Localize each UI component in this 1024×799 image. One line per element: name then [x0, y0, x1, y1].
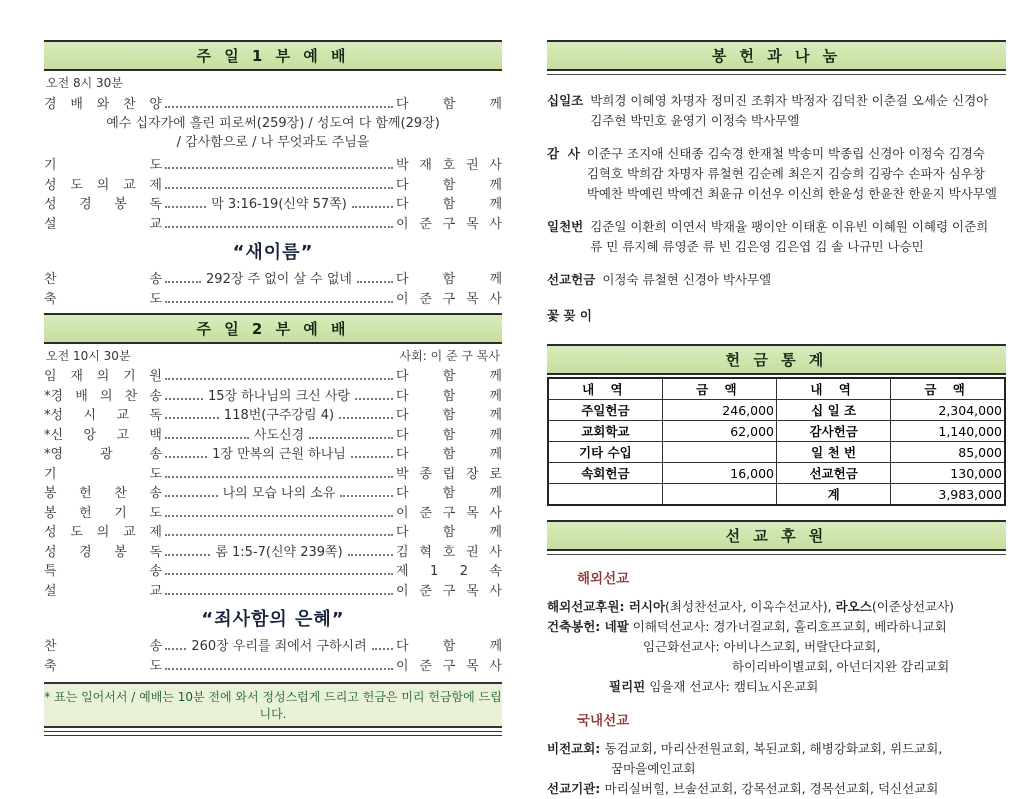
mission-line: 꿈마을예인교회 [611, 761, 696, 776]
dot-leader [165, 476, 393, 478]
item-label: 성 경 봉 독 [44, 544, 162, 560]
mission-label: 건축봉헌: [547, 619, 605, 634]
dot-leader [165, 573, 393, 575]
dot-leader [165, 301, 393, 303]
item-label: 임 재 의 기 원 [44, 369, 162, 384]
item-label: 성 도 의 교 제 [44, 177, 162, 193]
dot-leader [372, 648, 393, 650]
offering-item-label: 선교헌금 [547, 272, 596, 287]
item-performer: 이 준 구 목 사 [396, 291, 502, 307]
stats-row [548, 400, 1005, 421]
offering-item-mission [547, 270, 1006, 290]
offering-item-tithe [547, 91, 1006, 131]
service1-time-row [44, 71, 502, 92]
service-item-row [44, 521, 502, 541]
service2-header-bar [44, 313, 502, 344]
mission-detail: (이준상선교사) [871, 599, 955, 614]
dot-leader [165, 378, 393, 380]
mission-support-section [547, 520, 1006, 799]
hymn-note [44, 112, 502, 154]
item-detail: 260장 우리를 죄에서 구하시려 [191, 639, 367, 654]
item-detail: 롬 1:5-7(신약 239쪽) [215, 544, 343, 560]
service-item-row [44, 462, 502, 482]
item-performer: 제 1 2 속 [396, 564, 502, 579]
offering-item-label: 꽃 꽂 이 [547, 308, 592, 323]
service-item-row [44, 212, 502, 232]
item-detail: 292장 주 없이 살 수 없네 [206, 272, 352, 287]
dot-leader [165, 515, 393, 517]
item-label: 축 도 [44, 658, 162, 674]
offering-item-flowers [547, 306, 1006, 326]
service-item-row [44, 560, 502, 580]
mission-header-bar [547, 520, 1006, 551]
offering-title: 봉 헌 과 나 눔 [711, 47, 842, 65]
service-item-row [44, 173, 502, 193]
mission-line [547, 597, 1006, 617]
name-line: 김혁호 박희감 차명자 류철현 김순례 최은지 김승희 김광수 손파자 심우창 [586, 166, 985, 181]
service2-time-row [44, 344, 502, 365]
item-label: 설 교 [44, 583, 162, 599]
name-line: 김준일 이환희 이연서 박재율 팽이안 이태훈 이유빈 이혜원 이혜령 이준희 [590, 219, 989, 234]
mission-line [547, 739, 1006, 759]
overseas-mission-heading: 해외선교 [577, 571, 630, 587]
service2-title: 주 일 2 부 예 배 [196, 319, 350, 338]
mission-detail: (최성찬선교사, 이옥수선교사), [665, 599, 836, 614]
worship-order-column [44, 40, 502, 736]
dot-leader [348, 554, 393, 556]
item-performer: 이 준 구 목 사 [396, 216, 502, 232]
item-performer: 다 함 께 [396, 388, 502, 404]
item-detail: 118번(구주강림 4) [223, 408, 335, 423]
stats-amount: 16,000 [662, 463, 776, 484]
country-name: 러시아 [628, 599, 666, 614]
service-item-row [44, 193, 502, 213]
sermon-title-service2: “죄사함의 은혜” [201, 608, 345, 630]
mission-label: 비전교회: [547, 741, 605, 756]
mission-detail: 마리실버힐, 브솔선교회, 강목선교회, 경목선교회, 덕신선교회 [604, 781, 939, 796]
offering-header-rule [547, 74, 1006, 75]
service1-header-bar [44, 40, 502, 71]
stats-row [548, 421, 1005, 442]
mission-line [547, 677, 1006, 697]
item-performer: 다 함 께 [396, 197, 503, 212]
dot-leader [165, 668, 393, 670]
sermon-title-service1: “새이름” [232, 241, 314, 263]
item-performer: 다 함 께 [396, 525, 502, 540]
name-line: 이준구 조지애 신태종 김숙경 한재철 박송미 박종립 신경아 이정숙 김경숙 [586, 146, 985, 161]
stats-row [548, 442, 1005, 463]
mission-header-rule [547, 554, 1006, 555]
item-label: 봉 헌 찬 송 [44, 486, 162, 501]
item-label: 찬 송 [44, 272, 162, 287]
service-item-row [44, 365, 502, 385]
mission-detail: 임을재 선교사: 캠티뇨시온교회 [645, 679, 819, 694]
dot-leader [352, 206, 393, 208]
offering-name-list [602, 270, 1006, 290]
offering-item-label: 감 사 [547, 146, 580, 161]
service-item-row [44, 154, 502, 174]
stats-item: 선교헌금 [777, 463, 891, 484]
item-performer: 다 함 께 [396, 639, 503, 654]
service-item-row [44, 287, 502, 307]
mission-line: 임근화선교사: 아비나스교회, 버랄단다교회, [643, 639, 881, 654]
dot-leader [165, 167, 393, 169]
mission-title: 선 교 후 원 [725, 527, 828, 545]
stats-item: 속회헌금 [548, 463, 662, 484]
item-label: *신 앙 고 백 [44, 427, 162, 443]
service-item-row [44, 635, 502, 655]
item-performer: 다 함 께 [396, 272, 503, 287]
offering-name-list [587, 144, 1006, 204]
service-item-row [44, 501, 502, 521]
service-item-row [44, 443, 502, 463]
dot-leader [165, 106, 393, 108]
stats-item: 교회학교 [548, 421, 662, 442]
name-line: 박희경 이혜영 차명자 정미진 조휘자 박정자 김덕찬 이춘걸 오세순 신경아 [590, 93, 989, 108]
service-item-row [44, 268, 502, 288]
offering-header-bar [547, 40, 1006, 71]
item-performer: 다 함 께 [396, 447, 503, 462]
item-performer: 다 함 께 [396, 369, 502, 384]
dot-leader [309, 437, 393, 439]
item-label: 특 송 [44, 564, 162, 579]
stats-total-row [548, 484, 1005, 506]
stats-amount: 130,000 [891, 463, 1005, 484]
offering-name-list [590, 91, 1006, 131]
dot-leader [165, 554, 210, 556]
dot-leader [165, 648, 186, 650]
dot-leader [165, 226, 393, 228]
stats-amount: 246,000 [662, 400, 776, 421]
item-label: 봉 헌 기 도 [44, 505, 162, 521]
item-performer: 이 준 구 목 사 [396, 658, 502, 674]
item-performer: 다 함 께 [396, 408, 502, 423]
dot-leader [351, 456, 393, 458]
mission-line [547, 779, 1006, 799]
mission-line [547, 617, 1006, 637]
stats-col-header: 내 역 [548, 378, 662, 400]
stats-amount: 85,000 [891, 442, 1005, 463]
stats-item: 주일헌금 [548, 400, 662, 421]
item-performer: 이 준 구 목 사 [396, 505, 502, 521]
item-label: 설 교 [44, 216, 162, 232]
stats-header-row [548, 378, 1005, 400]
name-line: 이정숙 류철현 신경아 박사무엘 [602, 272, 772, 287]
item-label: 기 도 [44, 158, 162, 173]
service2-time: 오전 10시 30분 [46, 348, 131, 363]
item-label: 성 도 의 교 제 [44, 525, 162, 540]
item-performer: 다 함 께 [396, 486, 502, 501]
item-label: 경 배 와 찬 양 [44, 96, 162, 112]
service-item-row [44, 92, 502, 112]
stats-item: 십 일 조 [777, 400, 891, 421]
mission-line: 하이리바이별교회, 아넌더지완 감리교회 [732, 659, 950, 674]
item-detail: 1장 만복의 근원 하나님 [212, 447, 346, 462]
dot-leader [165, 281, 201, 283]
hymn-note-line1: 예수 십자가에 흘린 피로써(259장) / 성도여 다 함께(29장) [106, 115, 440, 131]
service-item-row [44, 482, 502, 502]
stats-item [548, 484, 662, 506]
dot-leader [165, 593, 393, 595]
service-item-row [44, 579, 502, 599]
dot-leader [340, 495, 393, 497]
offering-item-label: 십일조 [547, 93, 584, 108]
item-label: 축 도 [44, 291, 162, 307]
service2-moderator: 사회: 이 준 구 목사 [399, 348, 500, 363]
dot-leader [355, 398, 393, 400]
hymn-note-line2: / 감사함으로 / 나 무엇과도 주님을 [176, 134, 370, 150]
service-item-row [44, 654, 502, 674]
dot-leader [165, 398, 203, 400]
stats-amount: 3,983,000 [891, 484, 1005, 506]
dot-leader [165, 495, 218, 497]
item-label: *성 시 교 독 [44, 408, 162, 423]
stats-item: 감사헌금 [777, 421, 891, 442]
stats-amount [662, 442, 776, 463]
stats-amount: 1,140,000 [891, 421, 1005, 442]
item-performer: 박 재 호 권 사 [396, 158, 502, 173]
standing-footnote: * 표는 일어서서 / 예배는 10분 전에 와서 정성스럽게 드리고 헌금은 미리 헌금함에 드립니다. [44, 682, 502, 728]
service-item-row [44, 404, 502, 424]
stats-item: 계 [777, 484, 891, 506]
stats-amount [662, 484, 776, 506]
dot-leader [165, 187, 393, 189]
mission-detail: 동검교회, 마리산전원교회, 복된교회, 해병강화교회, 위드교회, [604, 741, 943, 756]
country-name: 라오스 [835, 599, 872, 614]
item-performer: 이 준 구 목 사 [396, 583, 502, 599]
stats-table [547, 377, 1006, 506]
stats-item: 기타 수입 [548, 442, 662, 463]
service-item-row [44, 540, 502, 560]
mission-detail: 이해덕선교사: 경가너걸교회, 홀리호프교회, 베라하니교회 [628, 619, 947, 634]
service1-title: 주 일 1 부 예 배 [196, 47, 350, 65]
offering-column [547, 40, 1006, 799]
mission-label: 선교기관: [547, 781, 605, 796]
stats-amount: 2,304,000 [891, 400, 1005, 421]
dot-leader [165, 437, 249, 439]
service-item-row [44, 423, 502, 443]
item-performer: 박 종 립 장 로 [396, 466, 502, 482]
item-performer: 김 혁 호 권 사 [396, 544, 502, 560]
dot-leader [165, 206, 206, 208]
name-line: 류 민 류지혜 류영준 류 빈 김은영 김은엽 김 솔 나규민 나승민 [590, 239, 924, 254]
item-label: 찬 송 [44, 639, 162, 654]
item-detail: 사도신경 [253, 427, 305, 443]
stats-title: 헌 금 통 계 [725, 351, 828, 369]
name-line: 박예찬 박예린 박예건 최윤규 이선우 이신희 한윤성 한윤찬 한윤지 박사무엘 [586, 186, 997, 201]
stats-header-bar [547, 344, 1006, 375]
offering-item-thanks [547, 144, 1006, 204]
dot-leader [165, 534, 393, 536]
item-performer: 다 함 께 [396, 427, 503, 443]
offering-name-list [590, 217, 1006, 257]
name-line: 김주현 박민호 윤영기 이정숙 박사무엘 [590, 113, 800, 128]
dot-leader [357, 281, 393, 283]
service1-time: 오전 8시 30분 [46, 76, 123, 90]
stats-col-header: 금 액 [891, 378, 1005, 400]
item-label: *경 배 의 찬 송 [44, 388, 162, 404]
stats-row [548, 463, 1005, 484]
stats-col-header: 금 액 [662, 378, 776, 400]
domestic-mission-heading: 국내선교 [577, 713, 630, 729]
item-detail: 나의 모습 나의 소유 [222, 486, 336, 501]
item-performer: 다 함 께 [396, 96, 502, 112]
mission-label: 해외선교후원: [547, 599, 629, 614]
service-item-row [44, 384, 502, 404]
dot-leader [339, 417, 393, 419]
item-detail: 막 3:16-19(신약 57쪽) [211, 197, 347, 212]
offering-item-thousand [547, 217, 1006, 257]
dot-leader [165, 417, 219, 419]
item-performer: 다 함 께 [396, 177, 502, 193]
stats-amount: 62,000 [662, 421, 776, 442]
country-name: 네팔 [604, 619, 629, 634]
stats-item: 일 천 번 [777, 442, 891, 463]
bottom-double-rule [44, 731, 502, 736]
stats-col-header: 내 역 [777, 378, 891, 400]
item-label: 성 경 봉 독 [44, 197, 162, 212]
country-name: 필리핀 [609, 679, 646, 694]
offering-statistics [547, 344, 1006, 506]
item-label: 기 도 [44, 466, 162, 482]
item-detail: 15장 하나님의 크신 사랑 [208, 388, 350, 404]
dot-leader [165, 456, 207, 458]
offering-item-label: 일천번 [547, 219, 584, 234]
item-label: *영 광 송 [44, 447, 162, 462]
